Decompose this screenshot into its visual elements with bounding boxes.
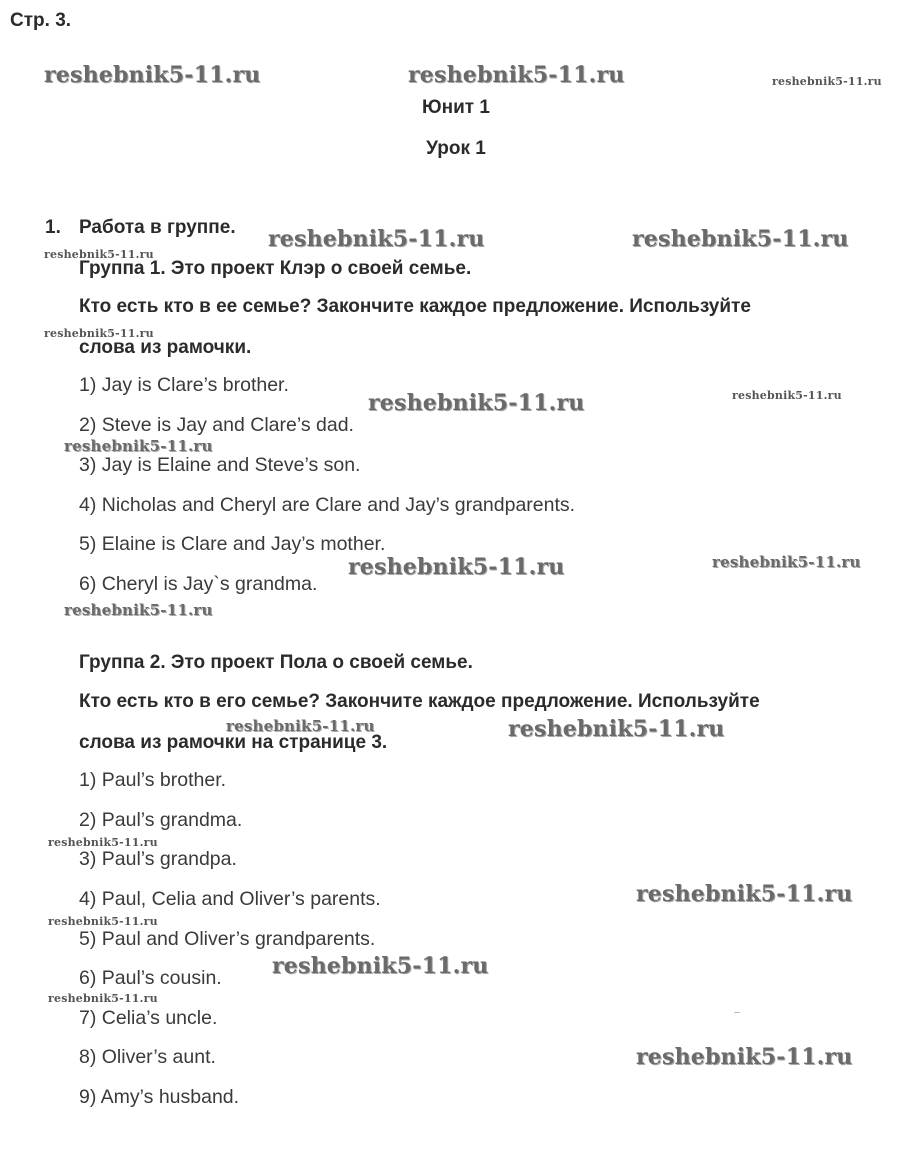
- watermark: reshebnik5-11.ru: [508, 716, 725, 742]
- group1-instruction-line2: слова из рамочки.: [79, 337, 252, 358]
- unit-title: Юнит 1: [422, 97, 490, 118]
- group1-answer-2: 2) Steve is Jay and Clare’s dad.: [79, 414, 354, 436]
- watermark: reshebnik5-11.ru: [772, 75, 882, 88]
- watermark: reshebnik5-11.ru: [64, 437, 213, 455]
- watermark: reshebnik5-11.ru: [44, 62, 261, 88]
- group2-answer-8: 8) Oliver’s aunt.: [79, 1046, 216, 1068]
- group2-answer-6: 6) Paul’s cousin.: [79, 967, 222, 989]
- watermark: reshebnik5-11.ru: [636, 1044, 853, 1070]
- watermark: reshebnik5-11.ru: [636, 881, 853, 907]
- group2-answer-1: 1) Paul’s brother.: [79, 769, 227, 791]
- task-number: 1.: [45, 217, 61, 238]
- group2-answer-3: 3) Paul’s grandpa.: [79, 848, 237, 870]
- watermark: reshebnik5-11.ru: [48, 915, 158, 928]
- watermark: reshebnik5-11.ru: [348, 554, 565, 580]
- lesson-title: Урок 1: [426, 138, 486, 159]
- group1-heading: Группа 1. Это проект Клэр о своей семье.: [79, 258, 472, 279]
- watermark: reshebnik5-11.ru: [732, 389, 842, 402]
- group2-instruction-line2: слова из рамочки на странице 3.: [79, 732, 388, 753]
- group1-answer-5: 5) Elaine is Clare and Jay’s mother.: [79, 533, 386, 555]
- group2-answer-9: 9) Amy’s husband.: [79, 1086, 240, 1108]
- watermark: reshebnik5-11.ru: [44, 248, 154, 261]
- page-label: Стр. 3.: [10, 10, 72, 31]
- group1-instruction-line1: Кто есть кто в ее семье? Закончите каждое предложение. Используйте: [79, 296, 751, 317]
- task-title: Работа в группе.: [79, 217, 236, 238]
- watermark: reshebnik5-11.ru: [48, 992, 158, 1005]
- watermark: reshebnik5-11.ru: [268, 226, 485, 252]
- watermark: reshebnik5-11.ru: [226, 717, 375, 735]
- group2-heading: Группа 2. Это проект Пола о своей семье.: [79, 652, 473, 673]
- group2-answer-5: 5) Paul and Oliver’s grandparents.: [79, 928, 376, 950]
- watermark: reshebnik5-11.ru: [368, 390, 585, 416]
- group2-answer-4: 4) Paul, Celia and Oliver’s parents.: [79, 888, 381, 910]
- watermark: reshebnik5-11.ru: [44, 327, 154, 340]
- group1-answer-4: 4) Nicholas and Cheryl are Clare and Jay’s grandparents.: [79, 494, 576, 516]
- stray-mark: [734, 1012, 740, 1013]
- group1-answer-1: 1) Jay is Clare’s brother.: [79, 374, 289, 396]
- watermark: reshebnik5-11.ru: [64, 601, 213, 619]
- watermark: reshebnik5-11.ru: [272, 953, 489, 979]
- group2-answer-7: 7) Celia’s uncle.: [79, 1007, 218, 1029]
- watermark: reshebnik5-11.ru: [632, 226, 849, 252]
- group1-answer-6: 6) Cheryl is Jay`s grandma.: [79, 573, 318, 595]
- watermark: reshebnik5-11.ru: [712, 553, 861, 571]
- watermark: reshebnik5-11.ru: [48, 836, 158, 849]
- group2-answer-2: 2) Paul’s grandma.: [79, 809, 243, 831]
- watermark: reshebnik5-11.ru: [408, 62, 625, 88]
- group2-instruction-line1: Кто есть кто в его семье? Закончите каждое предложение. Используйте: [79, 691, 760, 712]
- group1-answer-3: 3) Jay is Elaine and Steve’s son.: [79, 454, 361, 476]
